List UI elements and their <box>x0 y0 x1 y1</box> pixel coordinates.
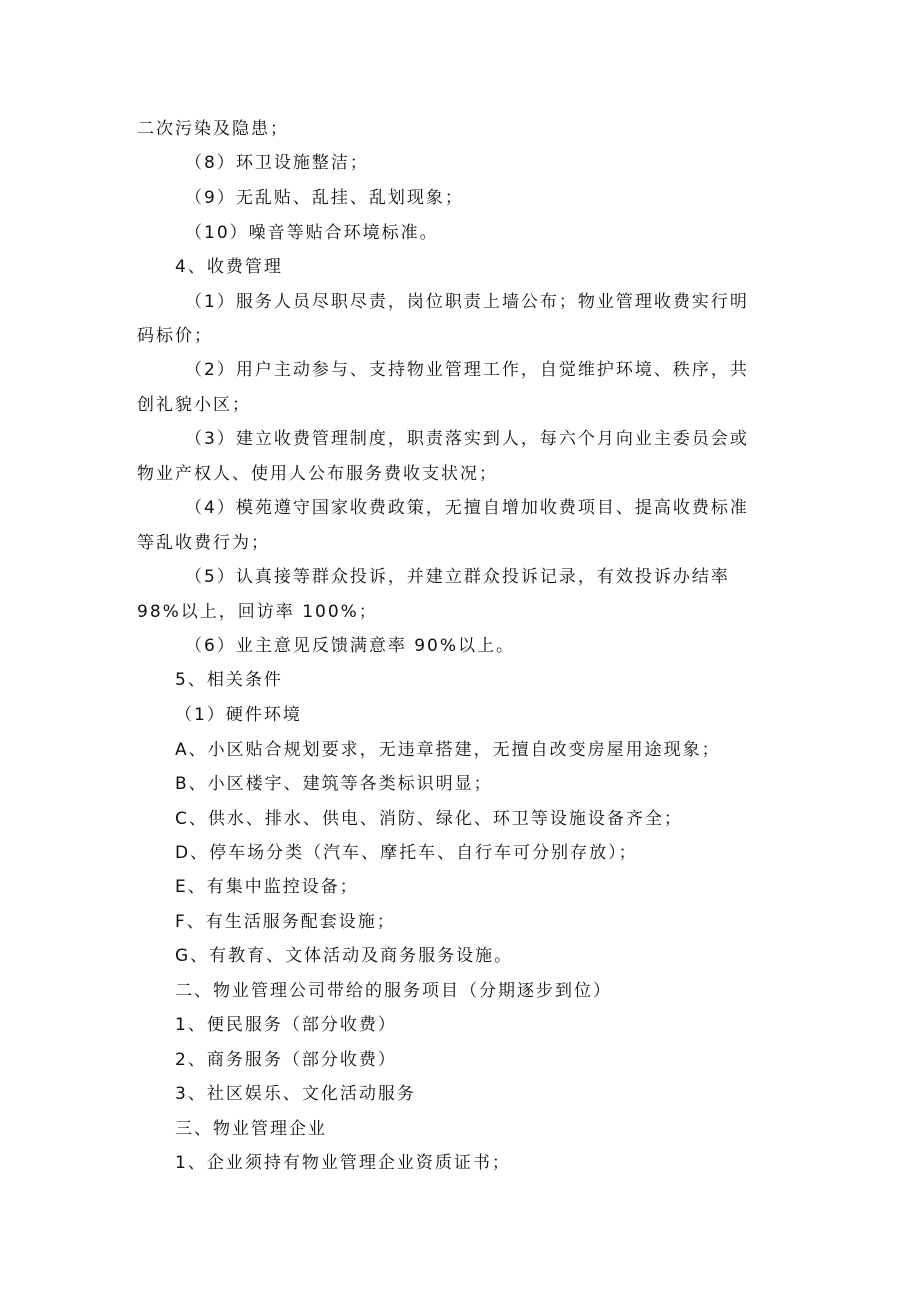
text-line: E、有集中监控设备； <box>175 877 359 897</box>
section-heading: 三、物业管理企业 <box>175 1119 327 1139</box>
text-line: （6）业主意见反馈满意率 90%以上。 <box>185 636 516 656</box>
text-line: 物业产权人、使用人公布服务费收支状况； <box>137 464 498 484</box>
text-line: （5）认真接等群众投诉，并建立群众投诉记录，有效投诉办结率 <box>185 567 730 587</box>
text-line: （2）用户主动参与、支持物业管理工作，自觉维护环境、秩序，共 <box>185 360 749 380</box>
section-heading: 4、收费管理 <box>175 257 283 277</box>
section-heading: 5、相关条件 <box>175 670 283 690</box>
text-line: （1）服务人员尽职尽责，岗位职责上墙公布；物业管理收费实行明 <box>185 292 749 312</box>
text-line: B、小区楼宇、建筑等各类标识明显； <box>175 774 493 794</box>
text-line: （4）模苑遵守国家收费政策，无擅自增加收费项目、提高收费标准 <box>185 498 749 518</box>
text-line: 1、企业须持有物业管理企业资质证书； <box>175 1153 511 1173</box>
text-line: A、小区贴合规划要求，无违章搭建，无擅自改变房屋用途现象； <box>175 740 721 760</box>
text-line: 二次污染及隐患； <box>137 119 289 139</box>
subsection-heading: （1）硬件环境 <box>175 705 302 725</box>
text-line: C、供水、排水、供电、消防、绿化、环卫等设施设备齐全； <box>175 809 683 829</box>
text-line: 码标价； <box>137 326 213 346</box>
text-line: 98%以上，回访率 100%； <box>137 602 378 622</box>
text-line: 3、社区娱乐、文化活动服务 <box>175 1084 416 1104</box>
text-line: （9）无乱贴、乱挂、乱划现象； <box>185 188 464 208</box>
text-line: （10）噪音等贴合环境标准。 <box>185 223 439 243</box>
section-heading: 二、物业管理公司带给的服务项目（分期逐步到位） <box>175 981 612 1001</box>
text-line: D、停车场分类（汽车、摩托车、自行车可分别存放）； <box>175 843 638 863</box>
text-line: 2、商务服务（部分收费） <box>175 1050 397 1070</box>
text-line: G、有教育、文体活动及商务服务设施。 <box>175 946 514 966</box>
text-line: F、有生活服务配套设施； <box>175 912 396 932</box>
text-line: （3）建立收费管理制度，职责落实到人，每六个月向业主委员会或 <box>185 429 749 449</box>
text-line: 1、便民服务（部分收费） <box>175 1015 397 1035</box>
text-line: 创礼貌小区； <box>137 395 251 415</box>
text-line: （8）环卫设施整洁； <box>185 153 369 173</box>
text-line: 等乱收费行为； <box>137 533 270 553</box>
